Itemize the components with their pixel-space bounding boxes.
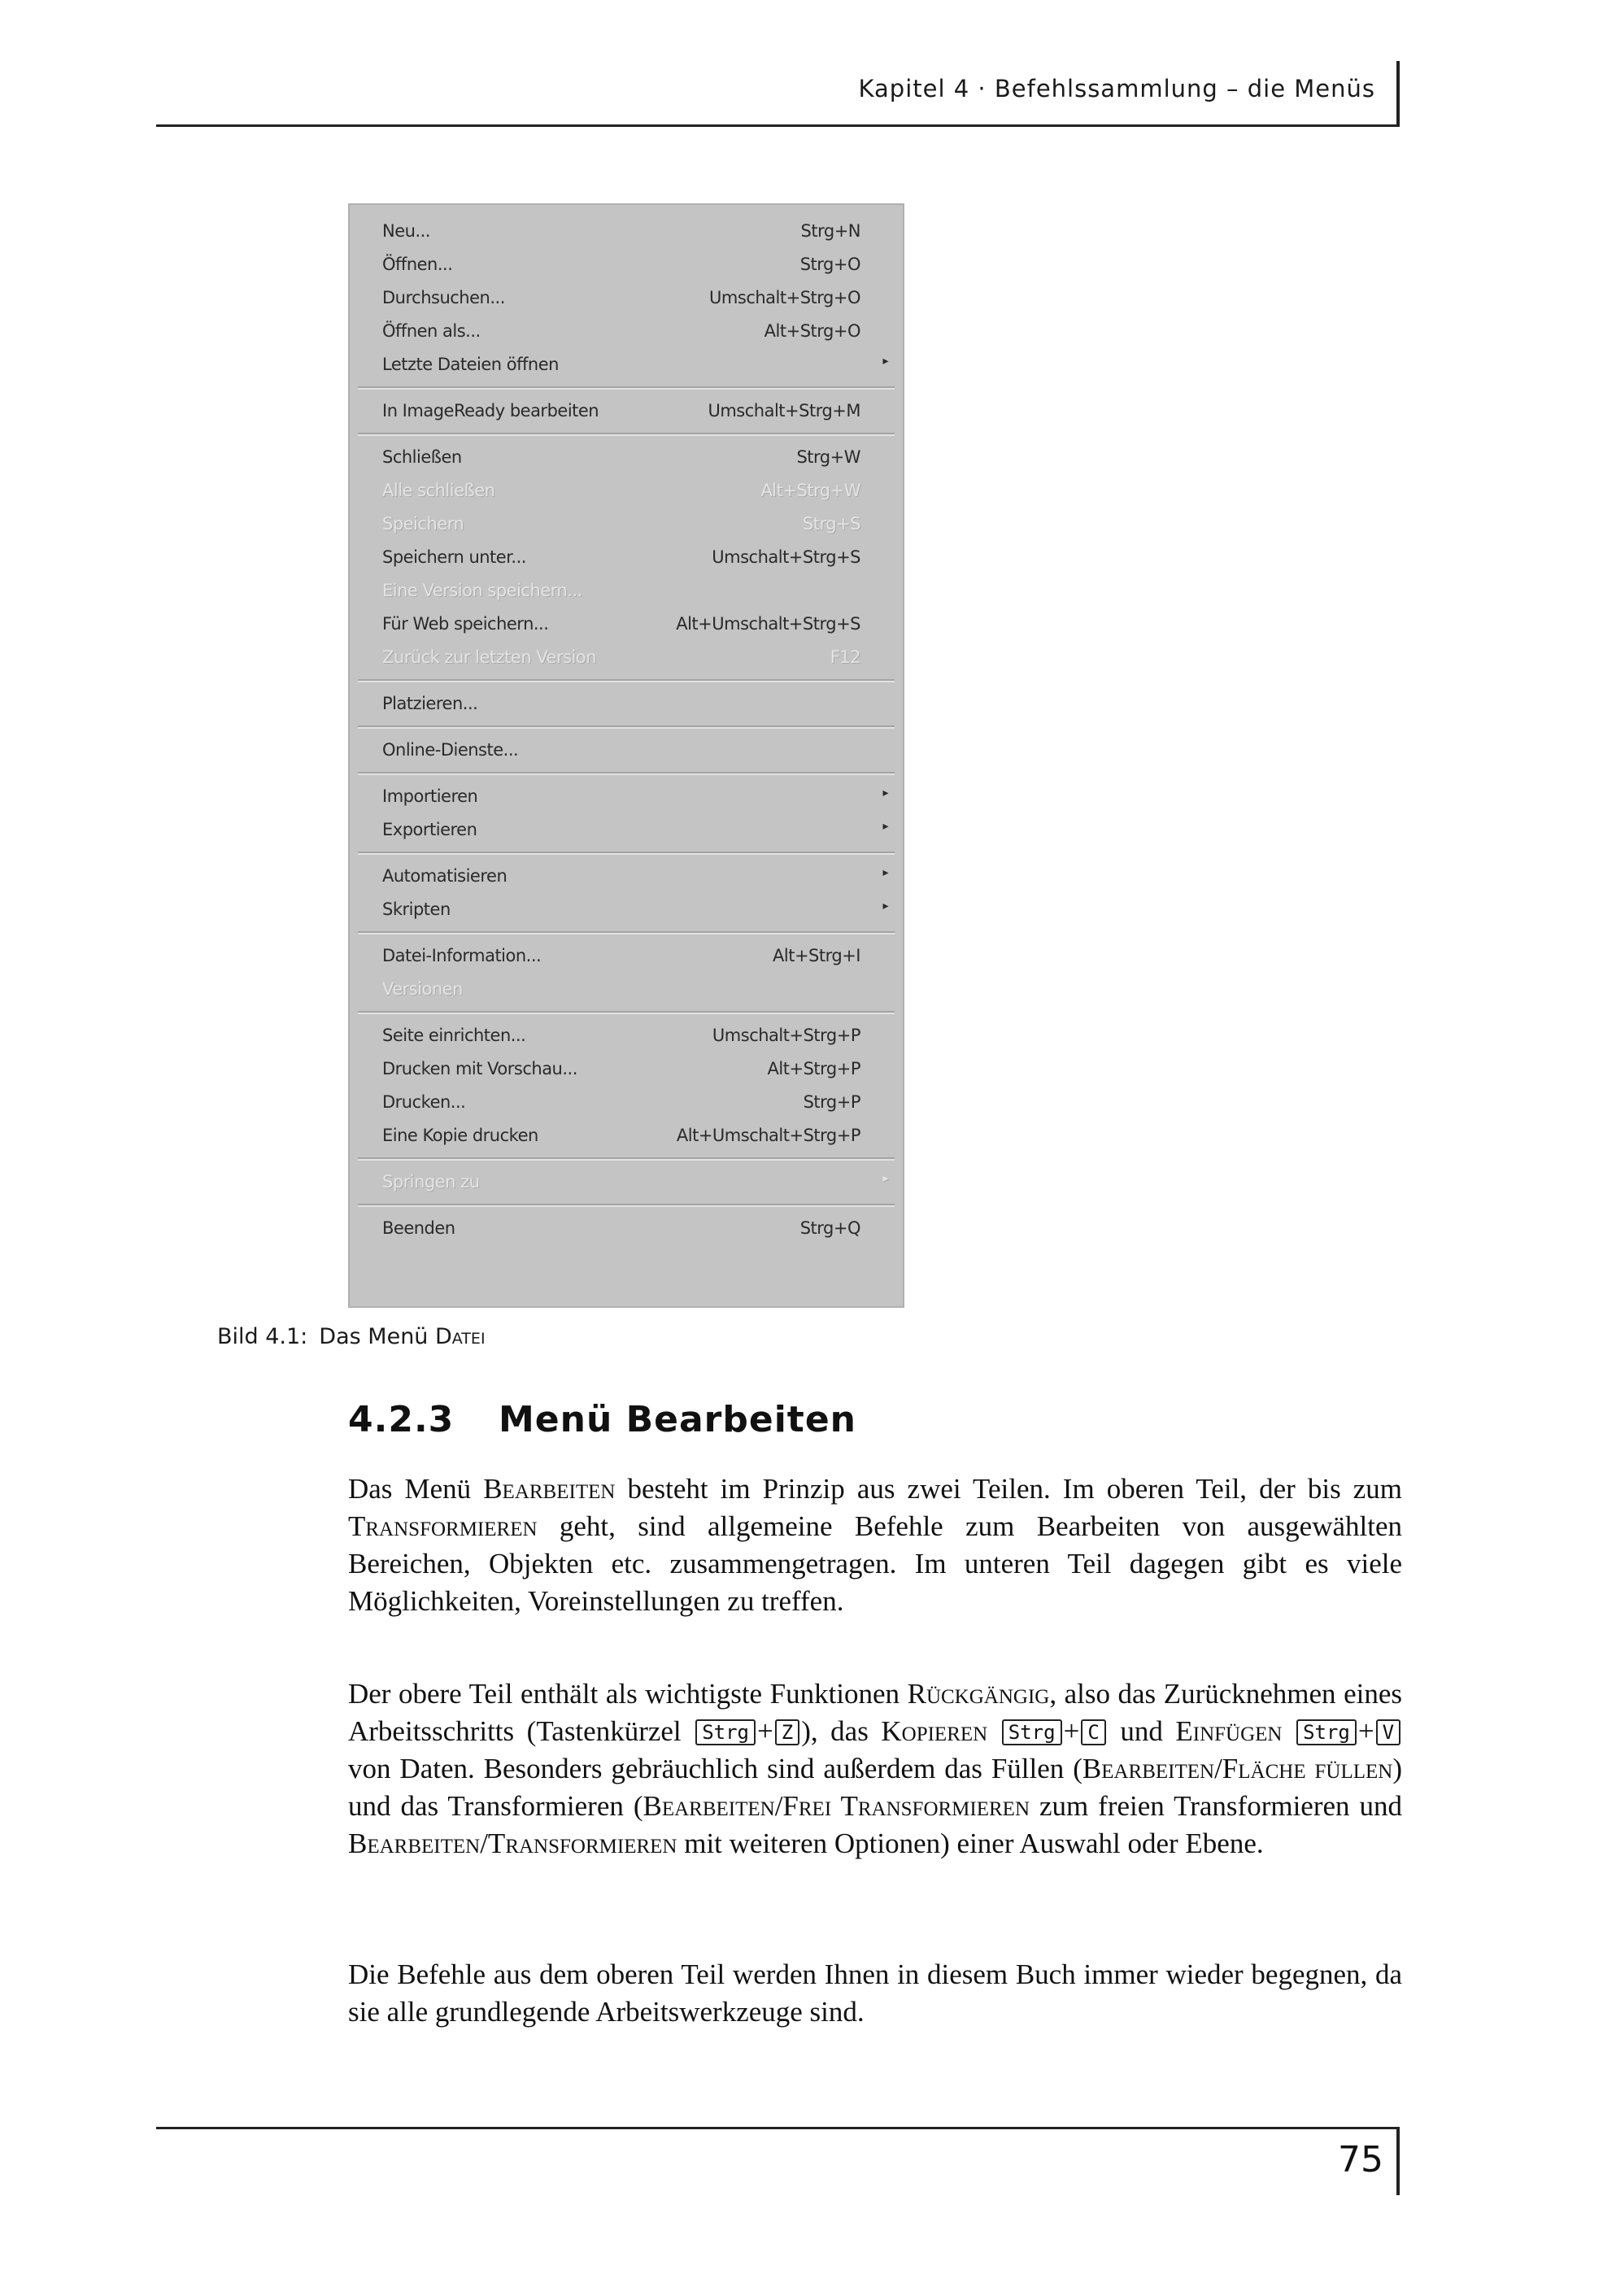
menu-item-label: Beenden [382, 1218, 455, 1238]
menu-item-label: Online-Dienste... [382, 740, 519, 760]
p1-text: besteht im Prinzip aus zwei Teilen. Im oberen Teil, der bis zum [615, 1473, 1402, 1505]
menu-item [350, 860, 903, 892]
file-menu-screenshot [348, 203, 904, 1308]
submenu-arrow-icon: ▸ [882, 866, 888, 879]
menu-item-shortcut: Alt+Umschalt+Strg+S [676, 614, 860, 634]
p2-text: ), das [801, 1715, 882, 1747]
menu-item-label: Zurück zur letzten Version [382, 647, 597, 667]
submenu-arrow-icon: ▸ [882, 355, 888, 368]
menu-item [350, 348, 903, 381]
p2-text: mit weiteren Optionen) einer Auswahl oder Ebene. [677, 1828, 1264, 1859]
menu-item [350, 608, 903, 640]
p2-text: , also das Zurücknehmen eines Arbeitsschritts (Tastenkürzel [348, 1678, 1402, 1747]
menu-item-label: Speichern unter... [382, 547, 526, 567]
key-c: C [1081, 1719, 1105, 1745]
p1-menu-ref: Transformieren [348, 1510, 538, 1542]
submenu-arrow-icon: ▸ [882, 820, 888, 833]
menu-item [350, 315, 903, 347]
paragraph-3: Die Befehle aus dem oberen Teil werden Ihnen in diesem Buch immer wieder begegnen, da sie alle grundlegende Arbeitswerkzeuge sind. [348, 1958, 1402, 2028]
menu-item [350, 1212, 903, 1244]
menu-item-shortcut: F12 [830, 647, 860, 667]
submenu-arrow-icon: ▸ [882, 1172, 888, 1185]
menu-item [350, 973, 903, 1005]
menu-item [350, 687, 903, 720]
menu-item [350, 641, 903, 673]
menu-item-label: Springen zu [382, 1172, 480, 1192]
menu-item-label: Automatisieren [382, 866, 507, 886]
menu-item-label: Versionen [382, 979, 463, 999]
menu-item-shortcut: Alt+Strg+I [773, 946, 860, 965]
menu-item [350, 893, 903, 926]
menu-item-shortcut: Strg+O [799, 255, 860, 274]
menu-item-shortcut: Strg+Q [799, 1218, 860, 1238]
footer-vertical-bar [1396, 2127, 1400, 2195]
menu-item-label: Datei-Information... [382, 946, 542, 965]
caption-text: Das Menü [319, 1324, 429, 1349]
menu-item [350, 734, 903, 766]
menu-item-label: Schließen [382, 447, 462, 467]
key-strg: Strg [695, 1719, 756, 1745]
menu-item-shortcut: Umschalt+Strg+P [712, 1026, 860, 1045]
figure-caption [217, 1324, 486, 1349]
key-plus: + [757, 1715, 773, 1747]
p1-text: geht, sind allgemeine Befehle zum Bearbeiten von ausgewählten Bereichen, Objekten etc. zusammengetragen. Im unteren Teil dagegen gibt es viele Möglichkeiten, Voreinstellungen zu treffen. [348, 1510, 1402, 1617]
menu-item-shortcut: Alt+Strg+W [760, 481, 860, 500]
menu-separator [358, 852, 895, 855]
p2-menu-ref: Rückgängig [907, 1678, 1050, 1710]
menu-item-label: Neu... [382, 221, 430, 241]
p2-text: zum freien Transformieren und [1030, 1790, 1402, 1822]
menu-item [350, 1165, 903, 1198]
menu-item [350, 939, 903, 972]
menu-item-shortcut: Alt+Umschalt+Strg+P [676, 1126, 860, 1145]
p2-menu-ref: Bearbeiten/Frei Transformieren [643, 1790, 1030, 1822]
caption-menu-name: Datei [435, 1324, 486, 1349]
menu-item [350, 248, 903, 281]
key-z: Z [775, 1719, 799, 1745]
menu-item-label: Drucken mit Vorschau... [382, 1059, 577, 1078]
menu-item-shortcut: Umschalt+Strg+M [708, 401, 860, 420]
paragraph-2 [348, 1675, 1402, 1863]
menu-item [350, 474, 903, 507]
p1-text: Das Menü [348, 1473, 484, 1505]
key-plus: + [1357, 1715, 1374, 1747]
menu-item-label: Speichern [382, 514, 464, 534]
menu-separator [358, 433, 895, 436]
p2-menu-ref: Kopieren [881, 1715, 988, 1747]
footer-rule [156, 2127, 1399, 2129]
p2-text: von Daten. Besonders gebräuchlich sind außerdem das Füllen ( [348, 1753, 1082, 1784]
menu-item [350, 508, 903, 540]
menu-item [350, 394, 903, 427]
submenu-arrow-icon: ▸ [882, 786, 888, 799]
menu-separator [358, 679, 895, 682]
menu-item-label: Importieren [382, 786, 478, 806]
menu-item [350, 1019, 903, 1052]
menu-item [350, 1086, 903, 1118]
section-heading [348, 1399, 856, 1440]
menu-item-label: Eine Kopie drucken [382, 1126, 538, 1145]
menu-item-label: Platzieren... [382, 694, 478, 713]
p2-menu-ref: Bearbeiten/Fläche füllen [1082, 1753, 1393, 1784]
p1-menu-ref: Bearbeiten [483, 1473, 616, 1505]
menu-item-shortcut: Umschalt+Strg+S [712, 547, 860, 567]
menu-item [350, 215, 903, 247]
header-rule [156, 124, 1399, 127]
menu-item [350, 780, 903, 813]
menu-item-shortcut: Alt+Strg+P [767, 1059, 860, 1078]
menu-item-shortcut: Umschalt+Strg+O [709, 288, 860, 307]
p2-text: und [1107, 1715, 1176, 1747]
key-strg: Strg [1002, 1719, 1062, 1745]
menu-item-label: Letzte Dateien öffnen [382, 355, 559, 374]
p2-menu-ref: Bearbeiten/Transformieren [348, 1828, 677, 1859]
menu-item-label: Öffnen... [382, 255, 453, 274]
key-v: V [1376, 1719, 1400, 1745]
menu-item [350, 281, 903, 314]
running-header: Kapitel 4 · Befehlssammlung – die Menüs [858, 75, 1375, 102]
p2-text: ) und das Transformieren ( [348, 1753, 1402, 1822]
p2-menu-ref: Einfügen [1175, 1715, 1283, 1747]
key-strg: Strg [1296, 1719, 1357, 1745]
menu-separator [358, 1157, 895, 1161]
paragraph-1 [348, 1470, 1402, 1620]
menu-item [350, 813, 903, 846]
menu-item-label: Alle schließen [382, 481, 495, 500]
menu-item-shortcut: Strg+S [802, 514, 860, 534]
section-title: Menü Bearbeiten [499, 1399, 856, 1440]
menu-item-label: Skripten [382, 900, 451, 919]
menu-separator [358, 931, 895, 935]
menu-item-label: Durchsuchen... [382, 288, 505, 307]
section-number: 4.2.3 [348, 1399, 455, 1440]
menu-item-label: Eine Version speichern... [382, 581, 582, 600]
menu-item-label: In ImageReady bearbeiten [382, 401, 599, 420]
menu-item-label: Für Web speichern... [382, 614, 549, 634]
menu-separator [358, 1204, 895, 1207]
caption-label: Bild 4.1: [217, 1324, 308, 1349]
menu-item [350, 441, 903, 473]
key-plus: + [1063, 1715, 1080, 1747]
menu-item [350, 1052, 903, 1085]
menu-item-shortcut: Strg+N [800, 221, 860, 241]
menu-item-label: Drucken... [382, 1092, 466, 1112]
menu-separator [358, 725, 895, 729]
page-number: 75 [1338, 2139, 1383, 2181]
submenu-arrow-icon: ▸ [882, 900, 888, 913]
menu-item-shortcut: Strg+P [803, 1092, 860, 1112]
menu-item [350, 541, 903, 573]
p2-text: Der obere Teil enthält als wichtigste Funktionen [348, 1678, 908, 1710]
menu-item-label: Öffnen als... [382, 321, 481, 341]
menu-separator [358, 772, 895, 775]
menu-separator [358, 1011, 895, 1014]
menu-item [350, 1119, 903, 1152]
menu-item-shortcut: Strg+W [796, 447, 860, 467]
menu-separator [358, 386, 895, 390]
header-vertical-bar [1396, 61, 1400, 127]
menu-item-label: Seite einrichten... [382, 1026, 526, 1045]
menu-item [350, 574, 903, 607]
menu-item-shortcut: Alt+Strg+O [764, 321, 860, 341]
menu-item-label: Exportieren [382, 820, 477, 839]
